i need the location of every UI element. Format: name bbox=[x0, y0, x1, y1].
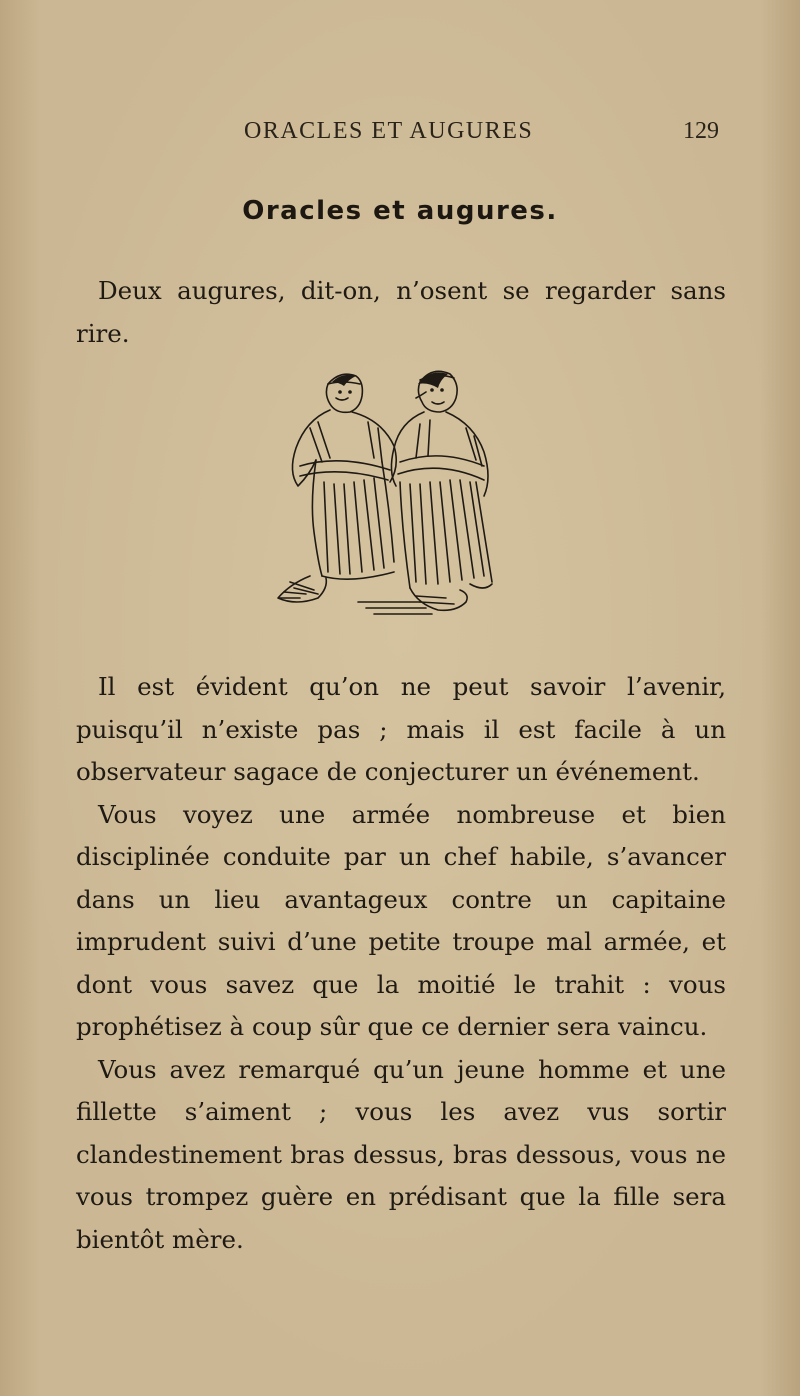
paragraph-1: Deux augures, dit-on, n’osent se regarder sans rire. bbox=[76, 276, 726, 348]
two-augurs-illustration bbox=[270, 362, 506, 624]
page-number: 129 bbox=[683, 118, 719, 144]
paragraph-2: Il est évident qu’on ne peut savoir l’avenir, puisqu’il n’existe pas ; mais il est facile à un observateur sagace de conjecturer un événement. bbox=[76, 672, 726, 786]
chapter-title: Oracles et augures. bbox=[242, 196, 558, 226]
paragraph-4: Vous avez remarqué qu’un jeune homme et une fillette s’aiment ; vous les avez vus sortir clandestinement bras dessus, bras dessous, vous ne vous trompez guère en prédisant que la fille sera bientôt mère. bbox=[76, 1054, 726, 1254]
text-block-intro bbox=[76, 270, 726, 355]
paragraph-3: Vous voyez une armée nombreuse et bien disciplinée conduite par un chef habile, s’avancer dans un lieu avantageux contre un capitaine imprudent suivi d’une petite troupe mal armée, et dont vous savez que la moitié le trahit : vous prophétisez à coup sûr que ce dernier sera vaincu. bbox=[76, 799, 726, 1041]
running-title: ORACLES ET AUGURES bbox=[244, 118, 534, 144]
text-block-main bbox=[76, 666, 726, 1261]
running-header bbox=[0, 118, 800, 152]
